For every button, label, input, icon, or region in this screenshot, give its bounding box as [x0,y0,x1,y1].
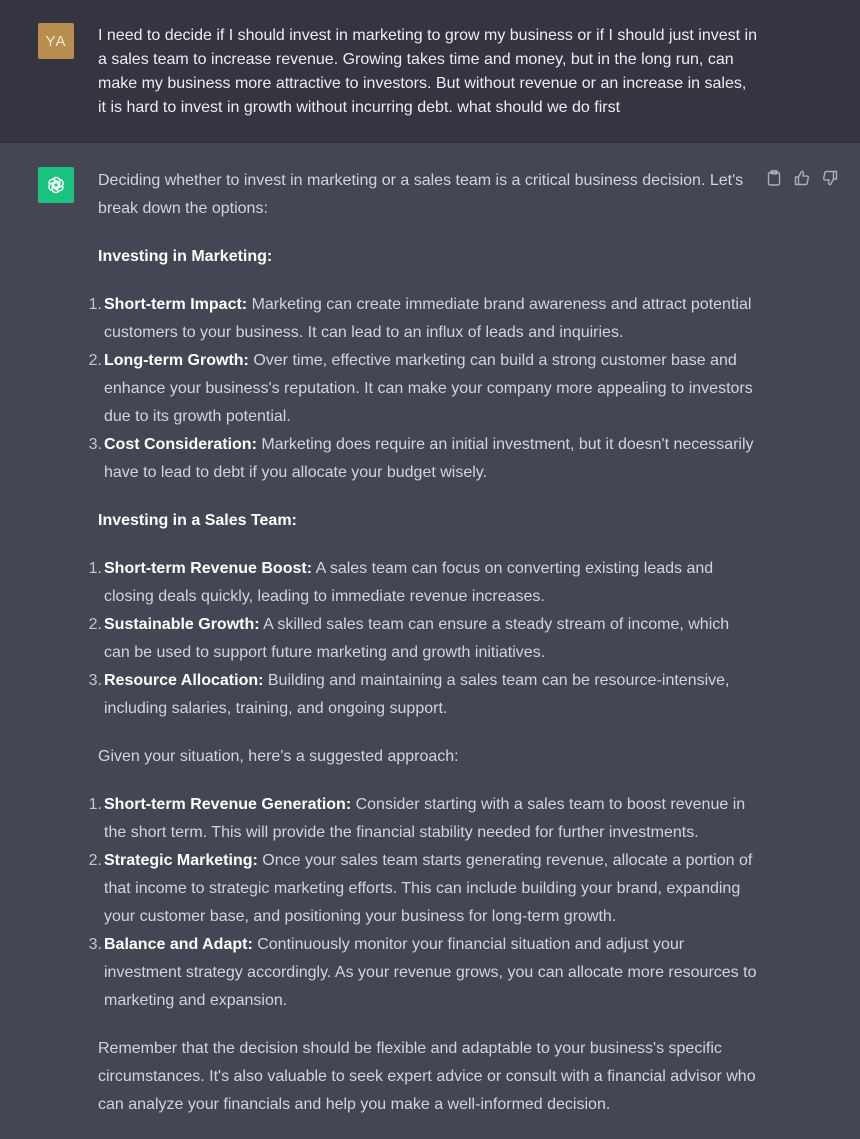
openai-logo-icon [44,173,68,197]
list-item: 1. Short-term Revenue Generation: Consider starting with a sales team to boost revenue in the short term. This will provide the financial stability needed for further investments. [88,796,746,841]
marketing-heading: Investing in Marketing: [98,248,273,265]
list-item: 3. Balance and Adapt: Continuously monitor your financial situation and adjust your investment strategy accordingly. As your revenue grows, you can allocate more resources to marketing and expansion. [88,936,757,1009]
list-item: 3. Resource Allocation: Building and maintaining a sales team can be resource-intensive, including salaries, training, and ongoing support. [88,672,730,717]
approach-list [88,791,758,1015]
thumbs-down-button[interactable] [822,169,838,187]
assistant-message-content [88,167,758,1139]
message-actions [766,169,838,187]
intro-paragraph: Deciding whether to invest in marketing or a sales team is a critical business decision. Let's break down the options: [98,172,744,217]
assistant-message-row [0,143,860,1128]
user-avatar: YA [38,23,74,59]
list-item: 2. Long-term Growth: Over time, effective marketing can build a strong customer base and enhance your business's reputation. It can make your company more appealing to investors due to its growth potential. [88,352,753,425]
sales-heading: Investing in a Sales Team: [98,512,297,529]
thumbs-up-icon [794,170,810,186]
assistant-avatar [38,167,74,203]
sales-list [88,555,758,723]
copy-button[interactable] [766,169,782,187]
user-message-text: I need to decide if I should invest in marketing to grow my business or if I should just invest in a sales team to increase revenue. Growing takes time and money, but in the long run, can make my business more attractive to investors. But without revenue or an increase in sales, it is hard to invest in growth without incurring debt. what should we do first [98,27,757,116]
clipboard-icon [767,170,781,186]
approach-intro: Given your situation, here's a suggested approach: [98,748,459,765]
list-item: 1. Short-term Impact: Marketing can create immediate brand awareness and attract potential customers to your business. It can lead to an influx of leads and inquiries. [88,296,752,341]
list-item: 3. Cost Consideration: Marketing does require an initial investment, but it doesn't necessarily have to lead to debt if you allocate your budget wisely. [88,436,754,481]
list-item: 1. Short-term Revenue Boost: A sales team can focus on converting existing leads and closing deals quickly, leading to immediate revenue increases. [88,560,714,605]
list-item: 2. Strategic Marketing: Once your sales team starts generating revenue, allocate a portion of that income to strategic marketing efforts. This can include building your brand, expanding your customer base, and positioning your business for long-term growth. [88,852,753,925]
conclusion-paragraph: Remember that the decision should be flexible and adaptable to your business's specific circumstances. It's also valuable to seek expert advice or consult with a financial advisor who can analyze your financials and help you make a well-informed decision. [98,1040,756,1113]
marketing-list [88,291,758,487]
list-item: 2. Sustainable Growth: A skilled sales team can ensure a steady stream of income, which can be used to support future marketing and growth initiatives. [88,616,730,661]
thumbs-down-icon [822,170,838,186]
user-message-row [0,0,860,143]
thumbs-up-button[interactable] [794,169,810,187]
